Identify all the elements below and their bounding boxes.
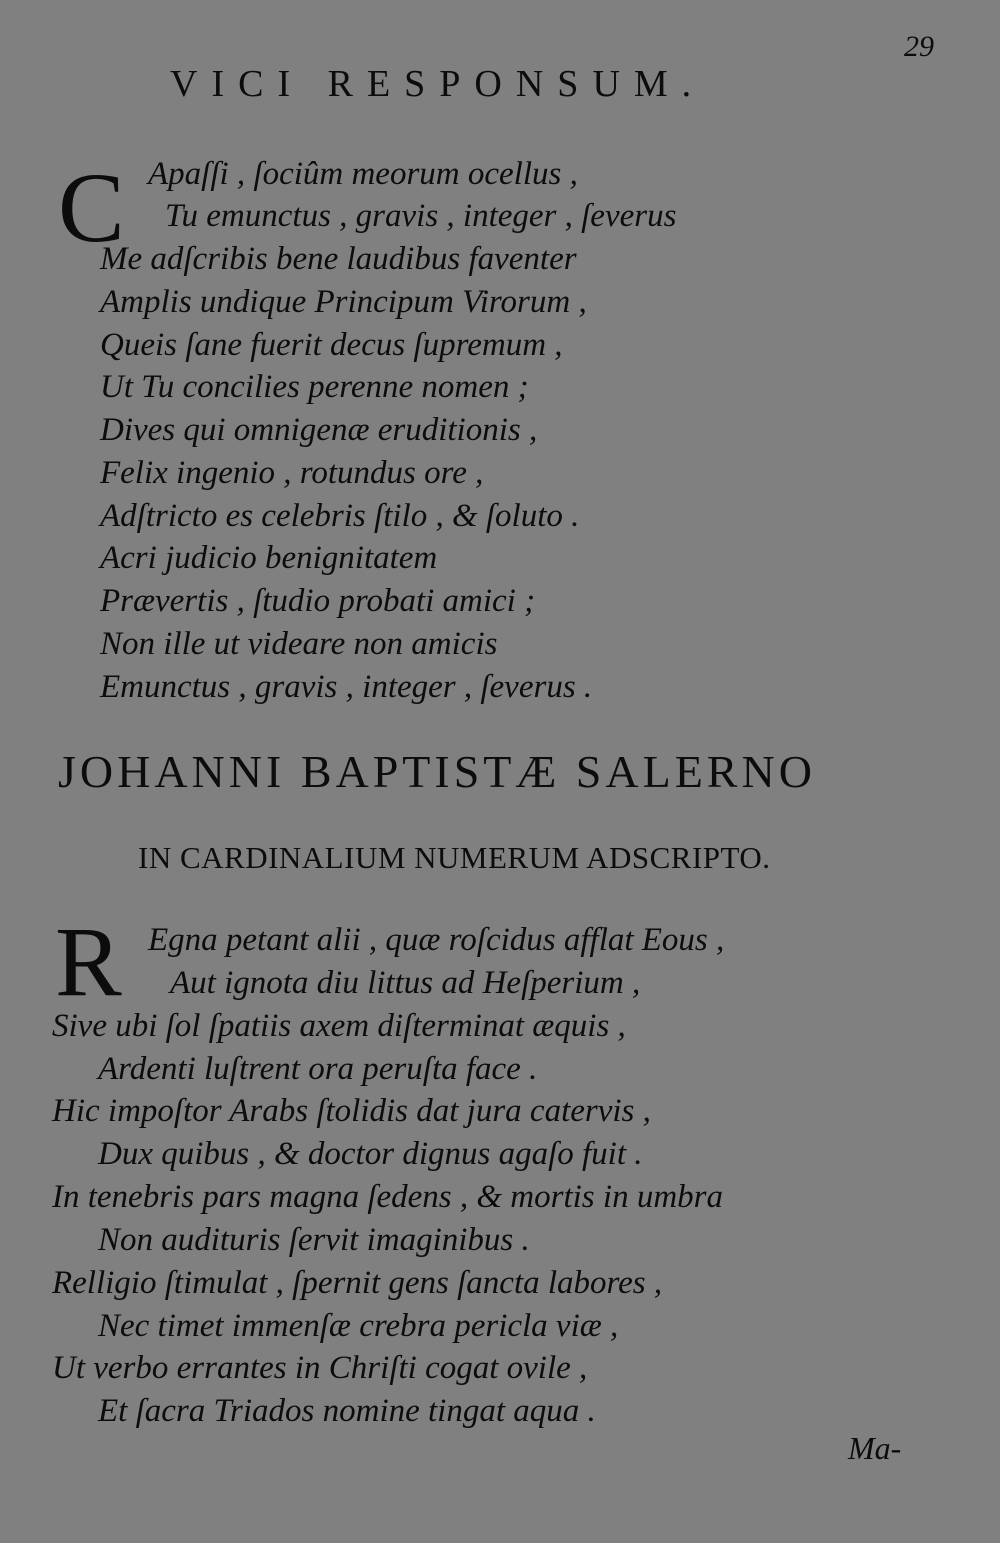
- verse-line: Relligio ſtimulat , ſpernit gens ſancta labores ,: [52, 1265, 663, 1301]
- verse-line: Emunctus , gravis , integer , ſeverus .: [100, 669, 593, 705]
- verse-line: Egna petant alii , quæ roſcidus afflat Eous ,: [148, 922, 725, 958]
- verse-line: Felix ingenio , rotundus ore ,: [100, 455, 484, 491]
- page-number: 29: [904, 30, 934, 63]
- verse-line: Dux quibus , & doctor dignus agaſo fuit .: [98, 1136, 643, 1172]
- drop-cap: C: [58, 152, 125, 263]
- verse-line: Me adſcribis bene laudibus faventer: [100, 241, 577, 277]
- verse-line: Aut ignota diu littus ad Heſperium ,: [170, 965, 641, 1001]
- verse-line: Ut verbo errantes in Chriſti cogat ovile ,: [52, 1350, 588, 1386]
- verse-line: Ardenti luſtrent ora peruſta face .: [98, 1051, 538, 1087]
- verse-line: Queis ſane fuerit decus ſupremum ,: [100, 327, 563, 363]
- catchword: Ma-: [848, 1430, 902, 1466]
- verse-line: Non ille ut videare non amicis: [100, 626, 498, 662]
- verse-line: Tu emunctus , gravis , integer , ſeverus: [165, 198, 677, 234]
- verse-line: Acri judicio benignitatem: [100, 540, 438, 576]
- poem-title: JOHANNI BAPTISTÆ SALERNO: [58, 746, 816, 797]
- poem-subtitle: IN CARDINALIUM NUMERUM ADSCRIPTO.: [138, 840, 771, 875]
- verse-line: Et ſacra Triados nomine tingat aqua .: [98, 1393, 596, 1429]
- verse-line: Non audituris ſervit imaginibus .: [98, 1222, 530, 1258]
- verse-line: Hic impoſtor Arabs ſtolidis dat jura catervis ,: [52, 1093, 651, 1129]
- verse-line: In tenebris pars magna ſedens , & mortis in umbra: [52, 1179, 723, 1215]
- verse-line: Adſtricto es celebris ſtilo , & ſoluto .: [100, 498, 580, 534]
- verse-line: Sive ubi ſol ſpatiis axem diſterminat æquis ,: [52, 1008, 626, 1044]
- verse-line: Prævertis , ſtudio probati amici ;: [100, 583, 536, 619]
- verse-line: Ut Tu concilies perenne nomen ;: [100, 369, 529, 405]
- running-head: VICI RESPONSUM.: [170, 63, 706, 105]
- verse-line: Amplis undique Principum Virorum ,: [100, 284, 587, 320]
- verse-line: Dives qui omnigenæ eruditionis ,: [100, 412, 538, 448]
- drop-cap: R: [55, 906, 122, 1017]
- verse-line: Nec timet immenſæ crebra pericla viæ ,: [98, 1308, 619, 1344]
- verse-line: Apaſſi , ſociûm meorum ocellus ,: [148, 156, 578, 192]
